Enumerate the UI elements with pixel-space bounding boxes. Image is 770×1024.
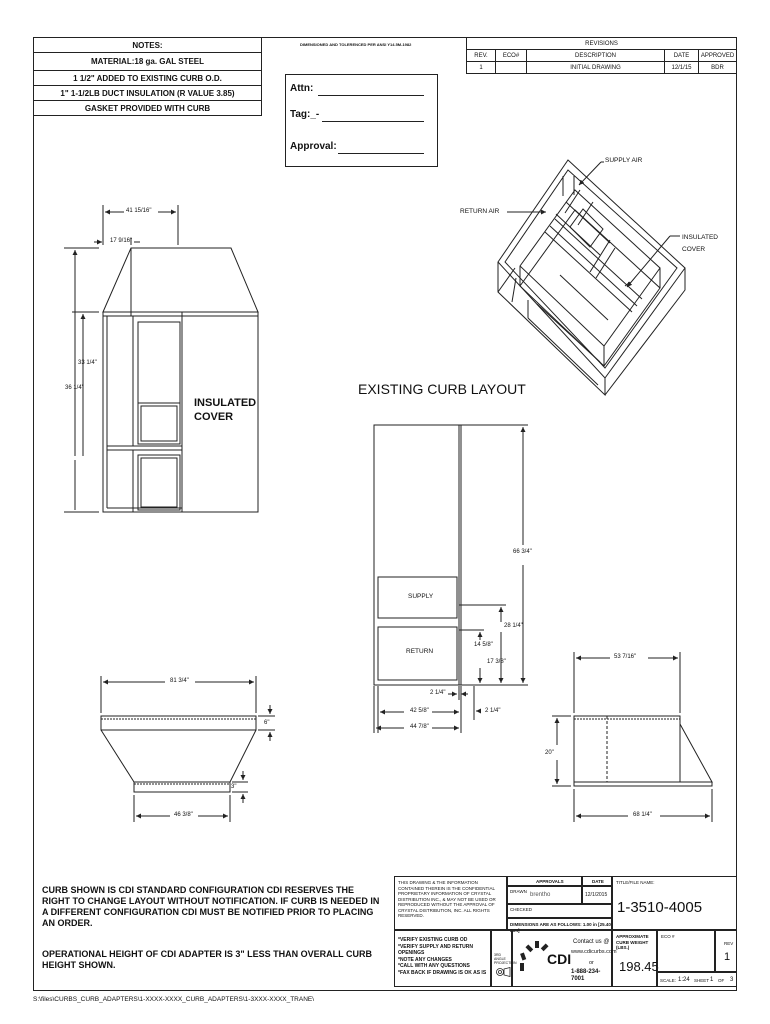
weight-box [612, 930, 657, 987]
dim-top-offset: 17 9/16" [110, 238, 133, 244]
sheet-label: SHEET [694, 978, 710, 983]
verify-box [394, 930, 491, 987]
dim-layout-28: 28 1/4" [504, 623, 523, 629]
rev-header: REV. [467, 50, 496, 62]
supply-label: SUPPLY [408, 593, 434, 600]
approval-label: Approval: [290, 141, 337, 152]
tag-label: Tag:_- [290, 109, 320, 120]
dim-top-h2: 36 1/4" [65, 385, 84, 391]
supply-air-label: SUPPLY AIR [605, 157, 643, 164]
drawn-by: brentho [530, 892, 551, 898]
note-item: MATERIAL:18 ga. GAL STEEL [34, 53, 262, 71]
note-item: 1 1/2" ADDED TO EXISTING CURB O.D. [34, 71, 262, 86]
isometric-view-drawing [498, 160, 685, 395]
top-view-drawing [64, 205, 258, 512]
attn-label: Attn: [290, 83, 314, 94]
notes-header: NOTES: [34, 38, 262, 53]
drawn-date-cell [582, 886, 612, 904]
verify-list: *VERIFY EXISTING CURB OD *VERIFY SUPPLY AND RETURN OPENINGS *NOTE ANY CHANGES *CALL WITH ANY QUESTIONS *FAX BACK IF DRAWING IS OK AS IS [398, 937, 487, 976]
proprietary-box [394, 876, 507, 930]
approvals-label: APPROVALS [536, 879, 564, 884]
dim-layout-height: 66 3/4" [513, 549, 532, 555]
note-item: 1" 1-1/2LB DUCT INSULATION (R VALUE 3.85) [34, 86, 262, 101]
rev-header: DESCRIPTION [527, 50, 665, 62]
drawn-label: DRAWN [510, 889, 527, 894]
dim-layout-2a: 2 1/4" [430, 690, 446, 696]
operational-height-note: OPERATIONAL HEIGHT OF CDI ADAPTER IS 3" LESS THAN OVERALL CURB HEIGHT SHOWN. [42, 949, 372, 970]
rev-cell: INITIAL DRAWING [527, 62, 665, 74]
rev-cell: BDR [699, 62, 737, 74]
dim-side-height: 20" [545, 750, 554, 756]
existing-curb-layout-drawing [374, 425, 528, 733]
third-angle-box [491, 930, 517, 987]
dims-note-cell [507, 918, 612, 933]
iso-insulated-cover-label: INSULATED COVER [682, 234, 718, 253]
configuration-note: CURB SHOWN IS CDI STANDARD CONFIGURATION CDI RESERVES THE RIGHT TO CHANGE LAYOUT WITHOUT NOTIFICATION. IF CURB IS NEEDED IN A DIFFERENT CONFIGURATION CDI MUST BE NOTIFIED PRIOR TO PLACING AN ORDER. [42, 885, 380, 928]
side-view-drawing [552, 652, 712, 822]
dim-side-bottom: 68 1/4" [633, 812, 652, 818]
rev-label: REV [724, 941, 734, 946]
sheet-value: 1 [710, 977, 714, 983]
website[interactable]: www.cdicurbs.com [571, 949, 617, 955]
of-value: 3 [730, 977, 734, 983]
dim-front-width: 81 3/4" [170, 678, 189, 684]
scale-label: SCALE: [660, 978, 677, 983]
dim-layout-42: 42 5/8" [410, 708, 429, 714]
or-label: or [589, 960, 594, 966]
rev-cell: 1 [467, 62, 496, 74]
phone-number[interactable]: 1-888-234-7001 [571, 969, 601, 982]
existing-curb-layout-title: EXISTING CURB LAYOUT [358, 381, 526, 397]
scale-sheet-row [657, 972, 737, 987]
dim-front-h6: 6" [264, 720, 270, 726]
third-angle-label: 3RD ANGLE PROJECTION [494, 953, 517, 965]
insulated-cover-label: INSULATED COVER [194, 397, 257, 423]
drawn-cell [507, 886, 582, 904]
front-view-drawing [101, 676, 275, 822]
projection-symbol-icon [495, 967, 511, 977]
rev-value: 1 [724, 951, 731, 963]
dim-layout-2b: 2 1/4" [485, 708, 501, 714]
dim-top-h1: 33 1/4" [78, 360, 97, 366]
note-item: GASKET PROVIDED WITH CURB [34, 101, 262, 116]
checked-cell [507, 904, 612, 918]
drawing-number: 1-3510-4005 [617, 899, 703, 916]
rev-cell: 12/1/15 [665, 62, 699, 74]
return-label: RETURN [406, 648, 434, 655]
weight-label: APPROXIMATE CURB WEIGHT (LBS.) [616, 934, 649, 950]
scale-value: 1:24 [678, 977, 690, 983]
rev-box [715, 930, 737, 972]
title-label: TITLE/FILE NAME: [616, 880, 655, 885]
dims-note: DIMENSIONS ARE AS FOLLOWS: 1.00 in [25.40 mm] [510, 922, 611, 933]
dim-side-top: 53 7/16" [614, 654, 637, 660]
date-header [582, 876, 612, 886]
proprietary-text: THIS DRAWING & THE INFORMATION CONTAINED THEREIN IS THE CONFIDENTIAL PROPRIETARY INFORMATION OF CRYSTAL DISTRIBUTION INC., & MAY NOT BE USED OR REPRODUCED WITHOUT THE APPROVAL OF CRYSTAL DISTRIBUTION, INC. ALL RIGHTS RESERVED. [398, 880, 496, 918]
file-path: S:\files\CURBS_CURB_ADAPTERS\1-XXXX-XXXX_CURB_ADAPTERS\1-3XXX-XXXX_TRANE\ [33, 996, 315, 1003]
rev-header: ECO# [496, 50, 527, 62]
drawing-number-cell [612, 876, 737, 930]
drawn-date: 12/1/2015 [585, 892, 608, 898]
rev-header: DATE [665, 50, 699, 62]
dim-top-width: 41 15/16" [126, 208, 152, 214]
revisions-title: REVISIONS [467, 38, 737, 50]
return-air-label: RETURN AIR [460, 208, 500, 215]
dim-layout-44: 44 7/8" [410, 724, 429, 730]
curb-weight: 198.45 [619, 959, 659, 974]
tolerance-note: DIMENSIONED AND TOLERENCED PER ANSI Y14.5M-1982 [300, 42, 412, 47]
contact-label: Contact us @ [573, 939, 610, 945]
cdi-logo-text: CDI [547, 951, 572, 967]
dim-front-h3: 3" [231, 784, 237, 790]
eco-box [657, 930, 715, 972]
dim-layout-14: 14 5/8" [474, 642, 493, 648]
of-label: OF [718, 978, 725, 983]
dim-layout-17: 17 3/8" [487, 659, 506, 665]
approvals-header [507, 876, 582, 886]
date-label: DATE [592, 879, 604, 884]
company-box [512, 930, 617, 987]
rev-header: APPROVED [699, 50, 737, 62]
checked-label: CHECKED [510, 907, 533, 912]
dim-front-bottom: 46 3/8" [174, 812, 193, 818]
eco-label: ECO # [661, 934, 675, 939]
